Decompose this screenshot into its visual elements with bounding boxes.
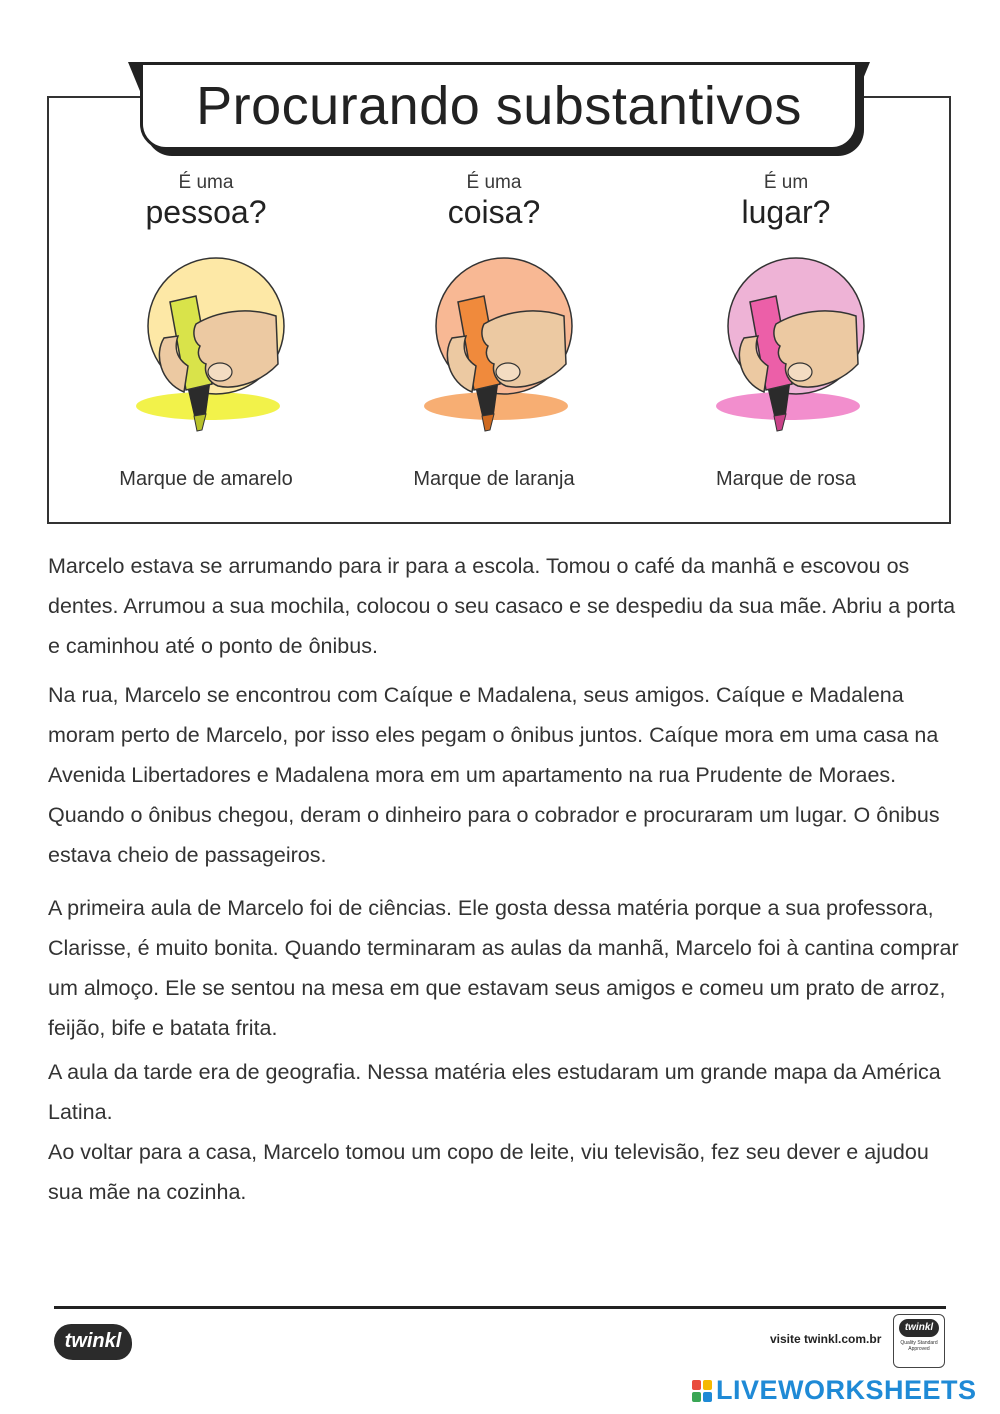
badge-text: Quality Standard Approved [900,1340,938,1352]
question-big: pessoa? [145,194,267,230]
liveworksheets-text: LIVEWORKSHEETS [716,1375,977,1405]
footer-rule [54,1306,946,1309]
category-caption: Marque de rosa [715,468,857,490]
category-place [636,172,936,490]
hand-shape [774,311,858,387]
hand-shape [482,311,566,387]
fingernail [788,363,812,381]
story-paragraph[interactable]: Marcelo estava se arrumando para ir para a escola. Tomou o café da manhã e escovou os dentes. Arrumou a sua mochila, colocou o seu casaco e se despediu da sua mãe. Abriu a porta e caminhou até o ponto de ônibus. [48,554,956,658]
orange-highlighter-icon [414,254,574,464]
twinkl-logo: twinkl [54,1324,132,1360]
question-small: É uma [178,172,234,193]
category-person [56,172,356,490]
question-small: É um [763,172,809,193]
question-small: É uma [466,172,522,193]
title-tab [140,62,858,150]
page-title: Procurando substantivos [196,76,802,136]
marker-tip [774,414,786,431]
story-paragraph[interactable]: Na rua, Marcelo se encontrou com Caíque e Madalena, seus amigos. Caíque e Madalena moram perto de Marcelo, por isso eles pegam o ônibus juntos. Caíque mora em uma casa na Avenida Libertadores e Madalena mora em um apartamento na rua Prudente de Moraes. Quando o ônibus chegou, deram o dinheiro para o cobrador e procuraram um lugar. O ônibus estava cheio de passageiros. [48,683,940,867]
story-paragraph[interactable]: A aula da tarde era de geografia. Nessa matéria eles estudaram um grande mapa da América Latina. [48,1060,941,1124]
yellow-highlighter-icon [126,254,286,464]
story-text [48,546,960,1212]
badge-logo: twinkl [899,1319,939,1337]
fingernail [208,363,232,381]
story-paragraph[interactable]: Ao voltar para a casa, Marcelo tomou um copo de leite, viu televisão, fez seu dever e ajudou sua mãe na cozinha. [48,1140,929,1204]
category-caption: Marque de amarelo [119,468,293,490]
fingernail [496,363,520,381]
story-paragraph[interactable]: A primeira aula de Marcelo foi de ciências. Ele gosta dessa matéria porque a sua professora, Clarisse, é muito bonita. Quando terminaram as aulas da manhã, Marcelo foi à cantina comprar um almoço. Ele se sentou na mesa em que estavam seus amigos e comeu um prato de arroz, feijão, bife e batata frita. [48,896,959,1040]
liveworksheets-brand[interactable] [692,1375,977,1406]
hand-shape [194,311,278,387]
pink-highlighter-icon [706,254,866,464]
category-caption: Marque de laranja [413,468,575,490]
quality-badge [893,1314,945,1368]
marker-tip [194,414,206,431]
question-big: lugar? [741,194,831,230]
marker-tip [482,414,494,431]
visit-link[interactable]: visite twinkl.com.br [770,1332,882,1346]
question-big: coisa? [447,194,541,230]
category-thing [344,172,644,490]
liveworksheets-icon [692,1380,712,1402]
